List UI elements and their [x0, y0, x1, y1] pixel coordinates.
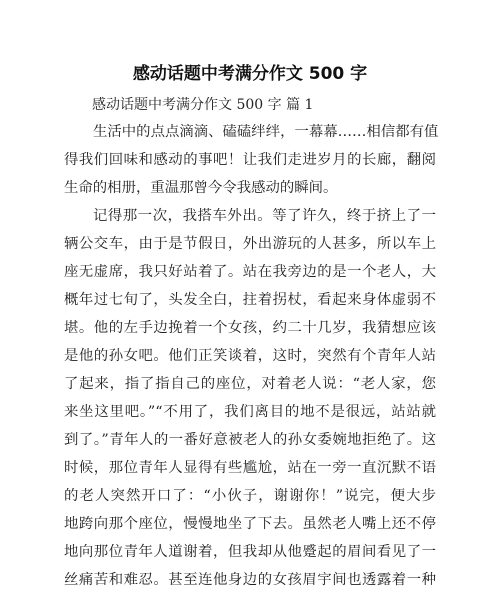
- paragraph-line: 来坐这里吧。”“不用了，我们离目的地不是很远，站站就: [64, 404, 436, 420]
- document-subtitle: 感动话题中考满分作文 500 字 篇 1: [92, 97, 314, 113]
- paragraph-line: 丝痛苦和难忍。甚至连他身边的女孩眉宇间也透露着一种: [64, 572, 436, 588]
- document-body: [64, 118, 439, 594]
- document-title: 感动话题中考满分作文 500 字: [132, 64, 368, 84]
- paragraph-line: 座无虚席，我只好站着了。站在我旁边的是一个老人，大: [64, 264, 436, 280]
- paragraph-line: 是他的孙女吧。他们正笑谈着，这时，突然有个青年人站: [64, 348, 436, 364]
- paragraph-line: 得我们回味和感动的事吧！让我们走进岁月的长廊，翻阅: [64, 152, 436, 168]
- paragraph-line: 记得那一次，我搭车外出。等了许久，终于挤上了一: [93, 208, 436, 224]
- paragraph-line: 生活中的点点滴滴、磕磕绊绊，一幕幕……相信都有值: [93, 124, 439, 140]
- paragraph-line: 时候，那位青年人显得有些尴尬，站在一旁一直沉默不语: [64, 460, 436, 476]
- paragraph-line: 概年过七旬了，头发全白，拄着拐杖，看起来身体虚弱不: [64, 292, 436, 308]
- paragraph-line: 地跨向那个座位，慢慢地坐了下去。虽然老人嘴上还不停: [64, 516, 436, 532]
- paragraph-line: 地向那位青年人道谢着，但我却从他蹙起的眉间看见了一: [64, 544, 436, 560]
- paragraph-line: 了起来，指了指自己的座位，对着老人说：“老人家，您: [64, 376, 436, 392]
- paragraph-line: 的老人突然开口了：“小伙子，谢谢你！”说完，便大步: [64, 488, 436, 504]
- paragraph-line: 堪。他的左手边挽着一个女孩，约二十几岁，我猜想应该: [64, 320, 436, 336]
- paragraph-line: 生命的相册，重温那曾今令我感动的瞬间。: [64, 180, 338, 196]
- paragraph-line: 辆公交车，由于是节假日，外出游玩的人甚多，所以车上: [64, 236, 436, 252]
- paragraph-line: 到了。”青年人的一番好意被老人的孙女委婉地拒绝了。这: [64, 432, 436, 448]
